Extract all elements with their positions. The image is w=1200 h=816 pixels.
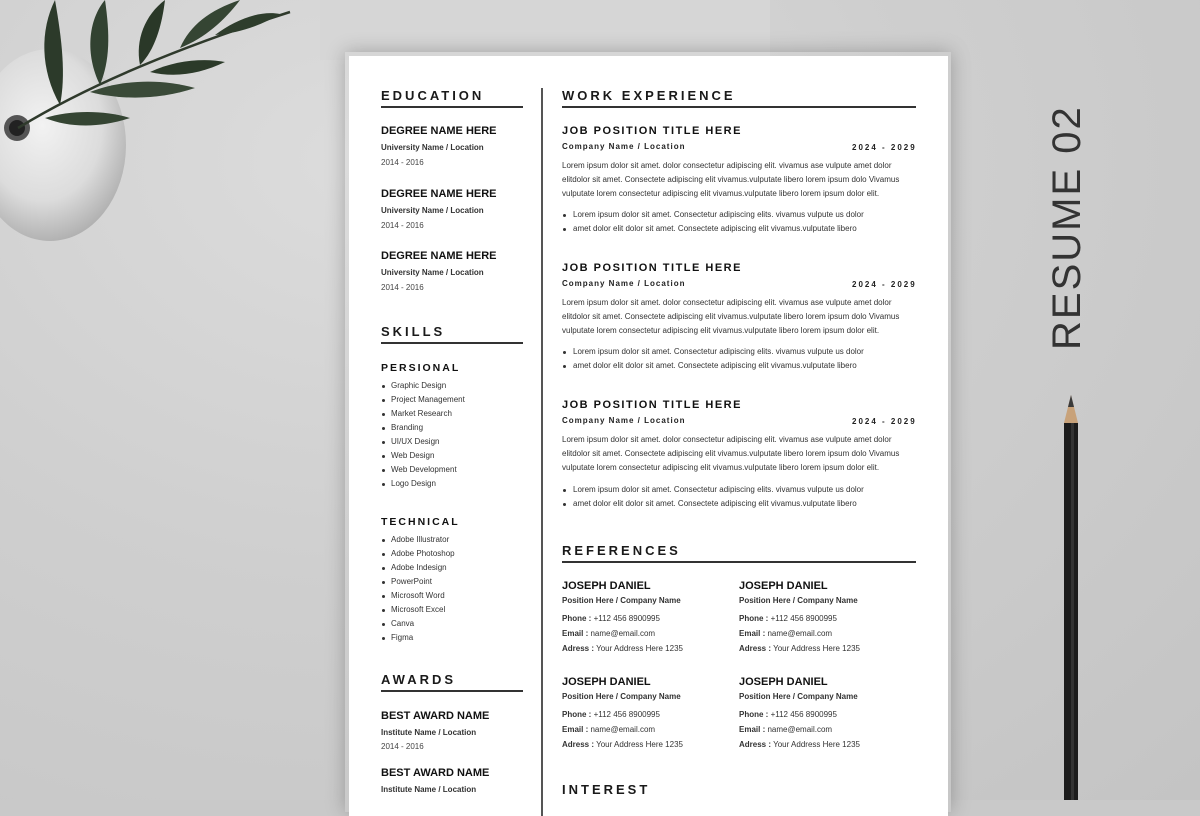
job-description-line: elitdolor sit amet. Consectete adipiscing elit vivamus.vulputate libero lorem ipsum dolo Vivamus <box>562 312 900 321</box>
personal-skills-heading: PERSIONAL <box>381 362 461 374</box>
job-description-line: elitdolor sit amet. Consectete adipiscing elit vivamus.vulputate libero lorem ipsum dolo Vivamus <box>562 449 900 458</box>
address-value: Your Address Here 1235 <box>773 740 860 749</box>
column-divider <box>541 88 543 816</box>
skill-item: Microsoft Word <box>391 589 455 603</box>
job-description-line: vulputate lorem consectetur adipiscing elit vivamus.vulputate libero lorem ipsum dolor elit. <box>562 463 880 472</box>
job-bullet: Lorem ipsum dolor sit amet. Consectetur adipiscing elits. vivamus vulpute us dolor <box>573 483 933 497</box>
reference-position: Position Here / Company Name <box>562 596 681 605</box>
reference-position: Position Here / Company Name <box>739 692 858 701</box>
education-degree: DEGREE NAME HERE <box>381 250 497 262</box>
email-label: Email : <box>739 725 766 734</box>
interest-heading: INTEREST <box>562 782 651 797</box>
awards-rule <box>381 690 523 692</box>
job-bullet: Lorem ipsum dolor sit amet. Consectetur adipiscing elits. vivamus vulpute us dolor <box>573 345 933 359</box>
reference-name: JOSEPH DANIEL <box>739 676 828 688</box>
plant-leaves-decoration <box>0 0 300 150</box>
resume-sheet <box>349 56 948 816</box>
skill-item: Project Management <box>391 393 465 407</box>
phone-label: Phone : <box>562 614 592 623</box>
email-label: Email : <box>562 725 589 734</box>
skill-item: Canva <box>391 617 455 631</box>
email-label: Email : <box>562 629 589 638</box>
address-value: Your Address Here 1235 <box>773 644 860 653</box>
job-bullet: amet dolor elit dolor sit amet. Consectete adipiscing elit vivamus.vulputate libero <box>573 222 933 236</box>
education-years: 2014 - 2016 <box>381 158 424 167</box>
job-title: JOB POSITION TITLE HERE <box>562 262 742 274</box>
job-description-line: Lorem ipsum dolor sit amet. dolor consectetur adipiscing elit. vivamus ase vulpute amet dolor <box>562 298 892 307</box>
job-bullet: amet dolor elit dolor sit amet. Consectete adipiscing elit vivamus.vulputate libero <box>573 497 933 511</box>
skill-item: Adobe Photoshop <box>391 547 455 561</box>
technical-skills-list <box>381 533 455 645</box>
awards-heading: AWARDS <box>381 672 457 687</box>
reference-name: JOSEPH DANIEL <box>739 580 828 592</box>
technical-skills-heading: TECHNICAL <box>381 516 460 528</box>
job-bullets <box>562 208 933 236</box>
skill-item: Graphic Design <box>391 379 465 393</box>
education-degree: DEGREE NAME HERE <box>381 188 497 200</box>
background-paper <box>320 0 770 60</box>
education-years: 2014 - 2016 <box>381 283 424 292</box>
phone-value: +112 456 8900995 <box>770 614 837 623</box>
reference-position: Position Here / Company Name <box>739 596 858 605</box>
reference-position: Position Here / Company Name <box>562 692 681 701</box>
reference-card <box>562 580 732 659</box>
phone-label: Phone : <box>562 710 592 719</box>
skill-item: PowerPoint <box>391 575 455 589</box>
email-value: name@email.com <box>767 725 833 734</box>
reference-card <box>562 676 732 755</box>
skills-heading: SKILLS <box>381 324 446 339</box>
reference-address <box>739 644 909 659</box>
skills-rule <box>381 342 523 344</box>
job-title: JOB POSITION TITLE HERE <box>562 125 742 137</box>
reference-email <box>739 629 909 644</box>
job-years: 2024 - 2029 <box>852 417 917 426</box>
skill-item: Logo Design <box>391 477 465 491</box>
email-value: name@email.com <box>590 725 656 734</box>
education-degree: DEGREE NAME HERE <box>381 125 497 137</box>
reference-address <box>562 644 732 659</box>
pencil-decoration <box>1060 395 1082 800</box>
job-description <box>562 296 922 338</box>
skill-item: UI/UX Design <box>391 435 465 449</box>
award-institute: Institute Name / Location <box>381 785 477 794</box>
skill-item: Web Development <box>391 463 465 477</box>
education-school: University Name / Location <box>381 143 484 152</box>
phone-label: Phone : <box>739 614 769 623</box>
education-school: University Name / Location <box>381 206 484 215</box>
phone-value: +112 456 8900995 <box>593 614 660 623</box>
side-label-text: RESUME 02 <box>1045 105 1089 350</box>
reference-phone <box>562 710 732 725</box>
email-value: name@email.com <box>590 629 656 638</box>
reference-phone <box>739 710 909 725</box>
reference-email <box>739 725 909 740</box>
job-description-line: vulputate lorem consectetur adipiscing elit vivamus.vulputate libero lorem ipsum dolor elit. <box>562 189 880 198</box>
job-years: 2024 - 2029 <box>852 280 917 289</box>
personal-skills-list <box>381 379 465 491</box>
job-description <box>562 159 922 201</box>
references-rule <box>562 561 916 563</box>
address-label: Adress : <box>562 740 595 749</box>
reference-email <box>562 725 732 740</box>
reference-address <box>562 740 732 755</box>
job-description-line: elitdolor sit amet. Consectete adipiscing elit vivamus.vulputate libero lorem ipsum dolo Vivamus <box>562 175 900 184</box>
reference-email <box>562 629 732 644</box>
phone-value: +112 456 8900995 <box>593 710 660 719</box>
work-experience-rule <box>562 106 916 108</box>
award-name: BEST AWARD NAME <box>381 710 490 722</box>
education-heading: EDUCATION <box>381 88 485 103</box>
phone-label: Phone : <box>739 710 769 719</box>
reference-card <box>739 580 909 659</box>
address-value: Your Address Here 1235 <box>596 740 683 749</box>
reference-name: JOSEPH DANIEL <box>562 580 651 592</box>
skill-item: Figma <box>391 631 455 645</box>
email-label: Email : <box>739 629 766 638</box>
work-experience-heading: WORK EXPERIENCE <box>562 88 736 103</box>
skill-item: Web Design <box>391 449 465 463</box>
references-heading: REFERENCES <box>562 543 681 558</box>
job-bullet: amet dolor elit dolor sit amet. Consectete adipiscing elit vivamus.vulputate libero <box>573 359 933 373</box>
award-years: 2014 - 2016 <box>381 742 424 751</box>
award-institute: Institute Name / Location <box>381 728 477 737</box>
job-bullet: Lorem ipsum dolor sit amet. Consectetur adipiscing elits. vivamus vulpute us dolor <box>573 208 933 222</box>
reference-address <box>739 740 909 755</box>
job-description <box>562 433 922 475</box>
email-value: name@email.com <box>767 629 833 638</box>
job-description-line: Lorem ipsum dolor sit amet. dolor consectetur adipiscing elit. vivamus ase vulpute amet dolor <box>562 161 892 170</box>
phone-value: +112 456 8900995 <box>770 710 837 719</box>
reference-phone <box>739 614 909 629</box>
reference-phone <box>562 614 732 629</box>
skill-item: Microsoft Excel <box>391 603 455 617</box>
side-label <box>1045 105 1090 350</box>
address-label: Adress : <box>739 644 772 653</box>
job-bullets <box>562 345 933 373</box>
job-company: Company Name / Location <box>562 142 686 151</box>
job-bullets <box>562 483 933 511</box>
address-value: Your Address Here 1235 <box>596 644 683 653</box>
job-years: 2024 - 2029 <box>852 143 917 152</box>
reference-name: JOSEPH DANIEL <box>562 676 651 688</box>
address-label: Adress : <box>562 644 595 653</box>
address-label: Adress : <box>739 740 772 749</box>
job-company: Company Name / Location <box>562 416 686 425</box>
education-rule <box>381 106 523 108</box>
skill-item: Adobe Illustrator <box>391 533 455 547</box>
award-name: BEST AWARD NAME <box>381 767 490 779</box>
job-title: JOB POSITION TITLE HERE <box>562 399 742 411</box>
reference-card <box>739 676 909 755</box>
job-description-line: vulputate lorem consectetur adipiscing elit vivamus.vulputate libero lorem ipsum dolor elit. <box>562 326 880 335</box>
job-description-line: Lorem ipsum dolor sit amet. dolor consectetur adipiscing elit. vivamus ase vulpute amet dolor <box>562 435 892 444</box>
education-years: 2014 - 2016 <box>381 221 424 230</box>
skill-item: Adobe Indesign <box>391 561 455 575</box>
skill-item: Branding <box>391 421 465 435</box>
education-school: University Name / Location <box>381 268 484 277</box>
skill-item: Market Research <box>391 407 465 421</box>
job-company: Company Name / Location <box>562 279 686 288</box>
